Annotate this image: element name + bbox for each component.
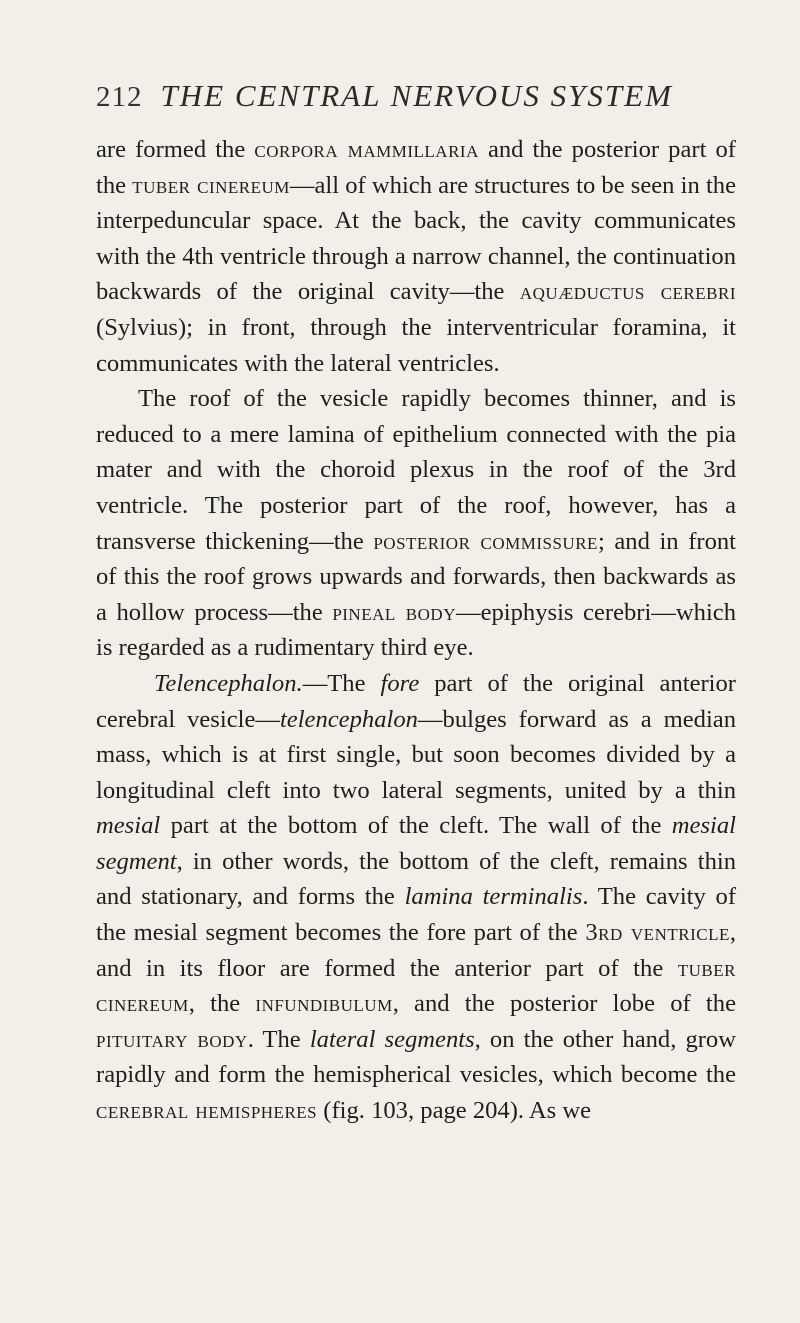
text-run: (Sylvius); in front, through the interventricular foramina, it communicates with the lateral ventricles. [96,313,736,377]
small-caps-term: aquæductus cerebri [519,278,736,306]
italic-term: Telencephalon. [154,669,303,697]
text-run: —all of which are structures to be seen in the interpeduncular space. At the back, the cavity communicates with the 4th ventricle through a narrow channel, the continuation backwards of the original cavity—the [96,171,736,306]
text-run: ; and in front of this the roof grows upwards and forwards, then backwards as a hollow process—the [96,527,736,626]
page-number: 212 [96,81,143,113]
paragraph [96,381,736,666]
italic-term: lateral segments [309,1025,475,1053]
small-caps-term: tuber cinereum [132,171,290,199]
text-run: The roof of the vesicle rapidly becomes thinner, and is reduced to a mere lamina of epithelium connected with the pia mater and with the choroid plexus in the roof of the 3rd ventricle. The posterior part of the roof, however, has a transverse thickening—the [96,385,736,555]
italic-term: fore [380,669,420,697]
text-run: are formed the [96,136,255,163]
small-caps-term: corpora mammillaria [254,136,479,163]
running-head: THE CENTRAL NERVOUS SYSTEM [160,78,673,113]
text-run: . The [247,1025,310,1053]
italic-term: lamina terminalis [404,883,583,911]
text-run: , on the other hand, grow rapidly and form the hemispherical vesicles, which become the [96,1025,736,1089]
text-run: —epiphysis cerebri—which is regarded as a rudimentary third eye. [96,598,737,662]
italic-term: mesial segment [96,812,736,875]
text-run: and the posterior part of the [96,136,736,199]
paragraph [96,666,736,1129]
small-caps-term: posterior commissure [373,527,598,555]
small-caps-term: tuber cinereum [96,954,736,1018]
small-caps-term: 3rd ventricle [585,919,730,947]
text-run: , and the posterior lobe of the [392,990,736,1018]
text-run: part of the original anterior cerebral vesicle— [96,669,736,733]
small-caps-term: cerebral hemispheres [96,1097,318,1125]
italic-term: mesial [96,812,161,840]
text-run: —bulges forward as a median mass, which is at first single, but soon becomes divided by a longitudinal cleft into two lateral segments, united by a thin [96,705,737,804]
text-run: . The cavity of the mesial segment becomes the fore part of the [96,883,737,947]
text-run: , in other words, the bottom of the cleft, remains thin and stationary, and forms the [96,847,736,911]
body-text [96,132,736,1129]
text-run: , and in its floor are formed the anterior part of the [96,919,736,982]
text-run: —The [302,669,381,697]
small-caps-term: pineal body [332,598,456,626]
text-run: (fig. 103, page 204). As we [317,1097,592,1125]
page-header [96,78,673,114]
small-caps-term: infundibulum [255,990,393,1018]
italic-term: telencephalon [279,705,418,733]
text-run: , the [188,990,256,1018]
paragraph [96,132,736,381]
small-caps-term: pituitary body [96,1025,248,1053]
text-run: part at the bottom of the cleft. The wall of the [160,812,672,840]
